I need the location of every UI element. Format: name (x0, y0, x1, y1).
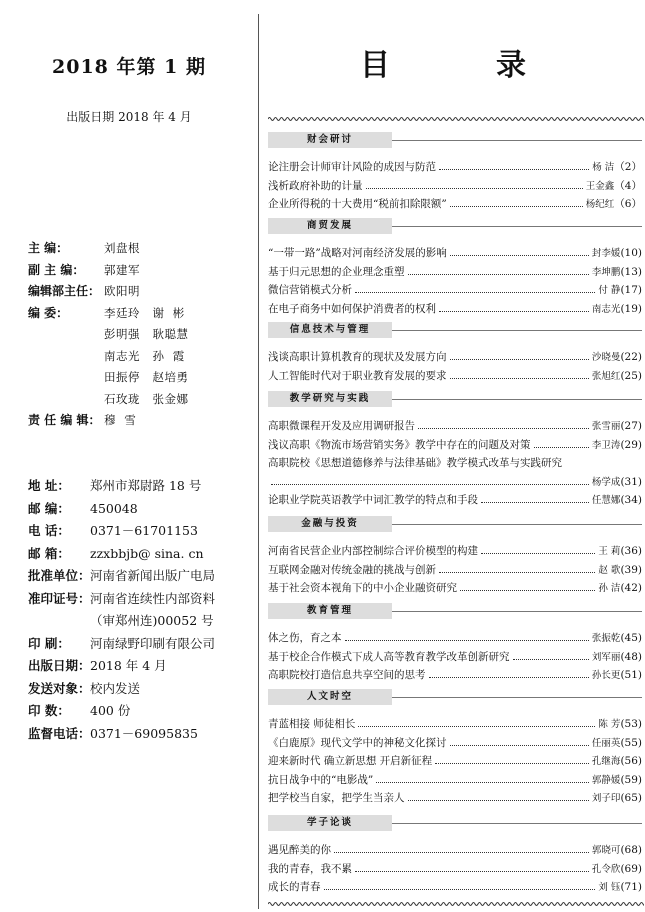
page-number: (10) (620, 247, 642, 259)
page-number: (25) (620, 369, 642, 382)
dot-leader (271, 483, 589, 485)
staff-role: 编 委： (28, 305, 69, 320)
article-title: 体之伤，育之本 (268, 632, 342, 644)
page-number: (22) (620, 351, 642, 363)
toc-entry[interactable] (268, 281, 642, 299)
staff-names: 欧阳明 (104, 284, 140, 298)
toc-entry[interactable] (268, 454, 642, 472)
contact-label: 批准单位： (28, 568, 91, 583)
toc-entry[interactable] (268, 715, 642, 733)
toc-entry[interactable] (268, 491, 642, 509)
contact-value: 400 份 (90, 703, 131, 718)
contact-label: 出版日期： (28, 658, 91, 673)
article-title: 浅议高职《物流市场营销实务》教学中存在的问题及对策 (268, 438, 531, 451)
staff-row (28, 238, 253, 260)
dot-leader (450, 254, 589, 256)
contact-label (28, 610, 90, 633)
section-heading: 学子论谈 (268, 815, 392, 831)
contact-value: 河南省新闻出版广电局 (90, 568, 216, 583)
page-number: (27) (620, 420, 642, 432)
page-number: (69) (620, 862, 642, 875)
staff-row (28, 367, 253, 389)
dot-leader (450, 377, 589, 379)
page-number: (56) (620, 755, 642, 768)
staff-role: 编辑部主任： (28, 284, 101, 298)
staff-role: 副 主 编： (28, 262, 85, 277)
toc-entry[interactable] (268, 629, 642, 647)
dot-leader (439, 168, 589, 170)
page-number: (51) (620, 669, 642, 682)
page-number: （4） (614, 179, 642, 192)
toc-title-lu: 录 (496, 48, 526, 83)
contact-value: 450048 (90, 500, 138, 516)
contact-value: 0371－61701153 (90, 523, 198, 538)
article-title: 《白鹿原》现代文学中的神秘文化探讨 (268, 736, 447, 749)
article-title: 在电子商务中如何保护消费者的权利 (268, 302, 436, 315)
contact-value: zzxbbjb@ sina. cn (90, 545, 204, 561)
wave-divider-top (268, 115, 644, 123)
dot-leader (408, 799, 589, 801)
toc-entry[interactable] (268, 734, 642, 752)
toc-entry[interactable] (268, 752, 642, 770)
toc-entry[interactable] (268, 158, 642, 176)
contact-value: （审郑州连)00052 号 (90, 613, 214, 628)
page-number: (17) (620, 284, 642, 297)
toc-entry[interactable] (268, 841, 642, 859)
article-author: 孔令欣 (591, 863, 621, 875)
toc-entry[interactable] (268, 263, 642, 281)
article-title: 河南省民营企业内部控制综合评价模型的构建 (268, 545, 478, 557)
contact-value: 河南绿野印刷有限公司 (90, 635, 216, 651)
page-number: (68) (620, 844, 642, 856)
section-heading: 信息技术与管理 (268, 322, 392, 338)
dot-leader (334, 851, 589, 853)
dot-leader (460, 589, 595, 591)
article-author: 刘军丽 (591, 651, 621, 663)
article-author: 张旭红 (591, 370, 621, 382)
contact-row (28, 588, 256, 611)
article-title: 高职院校《思想道德修养与法律基础》教学模式改革与实践研究 (268, 457, 562, 470)
contact-label: 地 址： (28, 478, 70, 493)
article-author: 李卫涛 (591, 439, 621, 451)
page-number: (31) (620, 475, 642, 488)
page-number: (19) (620, 302, 642, 315)
dot-leader (355, 870, 589, 872)
dot-leader (513, 658, 589, 660)
article-author: 郭静媛 (591, 774, 621, 786)
toc-entry[interactable] (268, 348, 642, 366)
publication-date: 出版日期 2018 年 4 月 (66, 110, 192, 124)
article-author: 杨纪红 (585, 199, 615, 211)
article-title: 我的青春，我不累 (268, 862, 352, 875)
article-author: 赵 歌 (598, 564, 621, 576)
contact-row (28, 610, 256, 633)
contact-value: 校内发送 (90, 680, 141, 696)
staff-role (28, 346, 104, 368)
dot-leader (565, 465, 639, 466)
page-number: (42) (620, 582, 642, 595)
article-author: 南志光 (591, 303, 621, 315)
editorial-staff-list (28, 238, 253, 432)
article-author: 沙晓曼 (591, 352, 621, 363)
dot-leader (439, 571, 595, 573)
section-heading: 金融与投资 (268, 516, 392, 532)
contact-value: 河南省连续性内部资料 (90, 590, 216, 606)
staff-role (28, 324, 104, 346)
article-title: 浅谈高职计算机教育的现状及发展方向 (268, 351, 447, 363)
article-author: 付 静 (598, 285, 621, 297)
contact-row (28, 655, 256, 678)
article-author: 郭晓可 (591, 845, 621, 856)
page-number: (39) (620, 563, 642, 576)
toc-entry[interactable] (268, 789, 642, 807)
dot-leader (358, 725, 595, 727)
article-author: 任丽英 (591, 737, 621, 749)
contact-label: 邮 编： (28, 500, 70, 516)
contact-label: 电 话： (28, 523, 70, 538)
staff-role: 责 任 编 辑： (28, 413, 101, 427)
article-title: 青蓝相接 师徒相长 (268, 718, 356, 730)
toc-entry[interactable] (268, 561, 642, 579)
article-title: 遇见醉美的你 (268, 844, 331, 856)
staff-names: 刘盘根 (104, 241, 140, 255)
dot-leader (481, 501, 589, 503)
toc-entry[interactable] (268, 771, 642, 789)
article-author: 刘 钰 (598, 882, 621, 894)
masthead-column (0, 0, 258, 912)
contact-info-list (28, 475, 256, 745)
page-number: (34) (620, 494, 642, 507)
contact-label: 邮 箱： (28, 545, 70, 561)
column-divider (258, 14, 259, 909)
table-of-contents (260, 0, 645, 912)
toc-entry[interactable] (268, 878, 642, 896)
dot-leader (481, 552, 595, 554)
article-title: 基于归元思想的企业理念重塑 (268, 265, 405, 278)
staff-role (28, 367, 104, 389)
toc-entry[interactable] (268, 436, 642, 454)
contact-row (28, 700, 256, 723)
article-title: 论职业学院英语教学中词汇教学的特点和手段 (268, 494, 478, 507)
article-author: 孙长更 (591, 670, 621, 682)
article-title: 企业所得税的十大费用“税前扣除限额” (268, 198, 447, 211)
dot-leader (418, 427, 589, 429)
toc-entry[interactable] (268, 648, 642, 666)
toc-entry[interactable] (268, 666, 642, 684)
article-title: 微信营销模式分析 (268, 284, 352, 297)
dot-leader (324, 888, 596, 890)
contact-value: 0371－69095835 (90, 725, 198, 741)
page-number: （2） (614, 161, 642, 173)
toc-entry[interactable] (268, 367, 642, 385)
page-number: （6） (614, 198, 642, 211)
contact-value: 2018 年 4 月 (90, 658, 167, 673)
dot-leader (450, 358, 589, 360)
contact-row (28, 475, 256, 498)
page-number: (71) (620, 881, 642, 894)
contact-row (28, 565, 256, 588)
section-heading: 人文时空 (268, 689, 392, 705)
toc-entry[interactable] (268, 473, 642, 491)
staff-row (28, 346, 253, 368)
contact-row (28, 678, 256, 701)
staff-names: 田振停 赵培勇 (104, 370, 189, 384)
dot-leader (439, 310, 589, 312)
dot-leader (376, 781, 589, 783)
contact-row (28, 498, 256, 521)
page-number: (45) (620, 632, 642, 644)
article-author: 孔继海 (591, 756, 621, 768)
toc-entry[interactable] (268, 244, 642, 262)
article-author: 张振乾 (591, 633, 621, 644)
article-title: 抗日战争中的“电影战” (268, 773, 374, 786)
staff-role (28, 389, 104, 411)
page-number: (65) (620, 792, 642, 805)
contact-row (28, 723, 256, 746)
staff-row (28, 389, 253, 411)
page-number: (55) (620, 736, 642, 749)
section-heading: 财会研讨 (268, 132, 392, 148)
staff-names: 石玫珑 张金娜 (104, 391, 189, 406)
article-author: 杨 洁 (592, 162, 615, 173)
article-author: 封李媛 (591, 248, 621, 259)
toc-entry[interactable] (268, 417, 642, 435)
staff-names: 穆 雪 (104, 413, 137, 427)
dot-leader (345, 639, 589, 641)
article-author: 王金鑫 (585, 180, 615, 192)
article-author: 孙 洁 (598, 583, 621, 595)
dot-leader (355, 291, 595, 293)
article-title: 互联网金融对传统金融的挑战与创新 (268, 563, 436, 576)
article-author: 王 莉 (598, 546, 621, 557)
article-author: 张雪丽 (591, 421, 621, 432)
article-author: 陈 芳 (598, 719, 621, 730)
contact-row (28, 633, 256, 656)
staff-row (28, 324, 253, 346)
page-number: (59) (620, 773, 642, 786)
page-number: (29) (620, 438, 642, 451)
wave-divider-bottom (268, 900, 644, 908)
article-author: 李坤鹏 (591, 266, 621, 278)
dot-leader (366, 187, 583, 189)
staff-names: 南志光 孙 霞 (104, 348, 185, 363)
staff-row (28, 410, 253, 432)
toc-title-mu: 目 (360, 48, 390, 83)
staff-names: 李廷玲 谢 彬 (104, 305, 185, 320)
section-heading: 教育管理 (268, 603, 392, 619)
staff-row (28, 281, 253, 303)
article-author: 任慧娜 (591, 495, 621, 507)
dot-leader (450, 744, 589, 746)
article-title: 成长的青春 (268, 881, 321, 894)
toc-entry[interactable] (268, 195, 642, 213)
page-number: (13) (620, 265, 642, 278)
article-title: 基于社会资本视角下的中小企业融资研究 (268, 582, 457, 595)
article-title: 迎来新时代 确立新思想 开启新征程 (268, 755, 433, 768)
dot-leader (534, 446, 589, 448)
dot-leader (435, 762, 589, 764)
staff-role: 主 编： (28, 241, 69, 255)
toc-entry[interactable] (268, 542, 642, 560)
page-number: (36) (620, 545, 642, 557)
section-heading: 商贸发展 (268, 218, 392, 234)
dot-leader (450, 205, 583, 207)
contact-value: 郑州市郑尉路 18 号 (90, 478, 202, 493)
contact-label: 监督电话： (28, 725, 91, 741)
toc-entry[interactable] (268, 860, 642, 878)
dot-leader (429, 676, 589, 678)
article-author: 杨学成 (591, 476, 621, 488)
contact-row (28, 543, 256, 566)
article-title: 浅析政府补助的计量 (268, 179, 363, 192)
staff-names: 彭明强 耿聪慧 (104, 327, 189, 341)
article-title: 论注册会计师审计风险的成因与防范 (268, 161, 436, 173)
page-number: (48) (620, 650, 642, 663)
toc-entry[interactable] (268, 300, 642, 318)
contact-label: 印 数： (28, 703, 70, 718)
staff-row (28, 260, 253, 282)
article-author: 刘子印 (591, 793, 621, 805)
toc-entry[interactable] (268, 579, 642, 597)
staff-row (28, 303, 253, 325)
page-number: (53) (620, 718, 642, 730)
contact-row (28, 520, 256, 543)
contact-label: 印 刷： (28, 635, 70, 651)
article-title: 高职微课程开发及应用调研报告 (268, 420, 415, 432)
article-title: 把学校当自家，把学生当亲人 (268, 792, 405, 805)
section-heading: 教学研究与实践 (268, 391, 392, 407)
article-title: “一带一路”战略对河南经济发展的影响 (268, 247, 447, 259)
article-title: 人工智能时代对于职业教育发展的要求 (268, 369, 447, 382)
article-title: 高职院校打造信息共享空间的思考 (268, 669, 426, 682)
article-title: 基于校企合作模式下成人高等教育教学改革创新研究 (268, 650, 510, 663)
toc-entry[interactable] (268, 177, 642, 195)
contact-label: 准印证号： (28, 590, 91, 606)
staff-names: 郭建军 (104, 262, 140, 277)
contact-label: 发送对象： (28, 680, 91, 696)
issue-title: 2018 年第 1 期 (52, 56, 206, 78)
dot-leader (408, 273, 589, 275)
